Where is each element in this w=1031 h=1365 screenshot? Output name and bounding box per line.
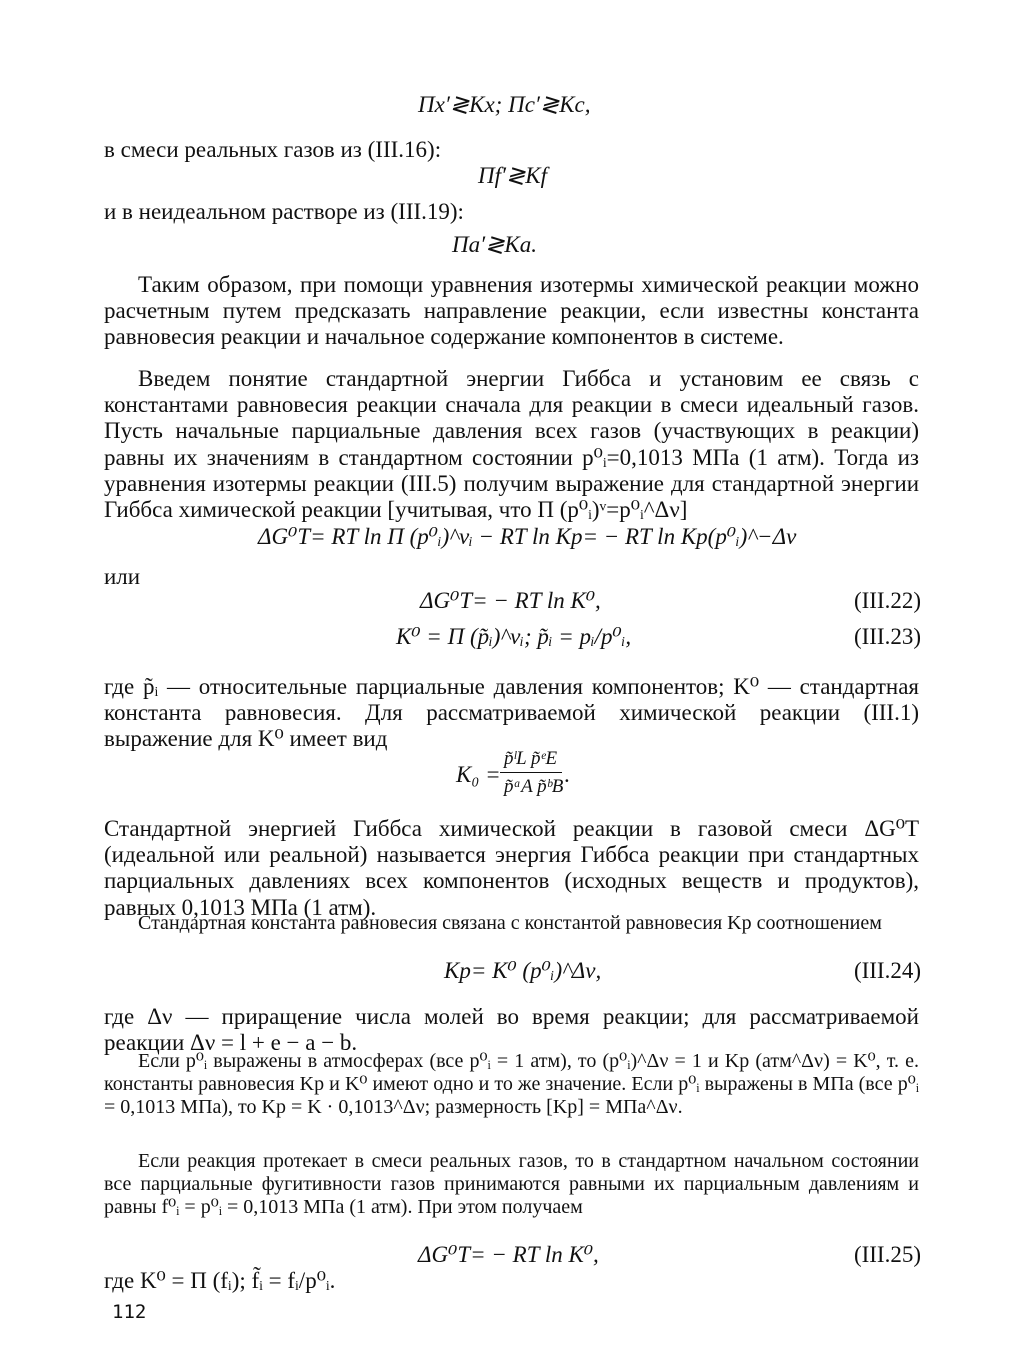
- text-or: или: [104, 564, 141, 589]
- equation-number-3-22: (III.22): [853, 588, 921, 613]
- fraction-numerator: p̃ˡL p̃ᵉE: [504, 748, 558, 769]
- equation-pi-a: Πa′≷Ka.: [452, 232, 538, 257]
- fraction-lhs: K₀ =: [456, 762, 501, 787]
- equation-3-22: ΔG⁰T= − RT ln K⁰,: [420, 588, 601, 613]
- paragraph-delta-nu: где Δν — приращение числа молей во время реакции; для рассматриваемой реакции Δν = l + e − a − b.: [104, 1004, 919, 1056]
- fraction-denominator: p̃ᵃA p̃ᵇB: [504, 776, 564, 797]
- text-real-gases: в смеси реальных газов из (III.16):: [104, 137, 442, 162]
- paragraph-standard-gibbs: Введем понятие стандартной энергии Гиббса и установим ее связь с константами равновесия реакции сначала для реакции в смеси идеальный газов. Пусть начальные парциальные давления всех газов (участвующих в реакции) равны их значениям в стандартном состоянии p⁰ᵢ=0,1013 МПа (1 атм). Тогда из уравнения изотермы реакции (III.5) получим выражение для стандартной энергии Гиббса химической реакции [учитывая, что Π (p⁰ᵢ)ᵛ=p⁰ᵢ^Δν]: [104, 366, 919, 523]
- equation-pi-f: Πf′≷Kf: [478, 163, 548, 188]
- paragraph-standard-constant: Стандартная константа равновесия связана с константой равновесия Kp соотношением: [138, 912, 882, 934]
- paragraph-standard-energy-definition: Стандартной энергией Гиббса химической реакции в газовой смеси ΔG⁰T (идеальной или реальной) называется энергия Гиббса реакции при стандартных парциальных давлениях всех компонентов (исходных веществ и продуктов), равных 0,1013 МПа (1 атм).: [104, 816, 919, 920]
- fraction-bar: [500, 772, 562, 773]
- paragraph-relative-pressures: где p̃ᵢ — относительные парциальные давления компонентов; K⁰ — стандартная константа равновесия. Для рассматриваемой химической реакции (III.1) выражение для K⁰ имеет вид: [104, 674, 919, 752]
- text-nonideal-solution: и в неидеальном растворе из (III.19):: [104, 199, 464, 224]
- page-number: 112: [112, 1301, 147, 1323]
- equation-3-23: K⁰ = Π (p̃ᵢ)^νᵢ; p̃ᵢ = pᵢ/p⁰ᵢ,: [396, 624, 632, 649]
- paragraph-real-gases: Если реакция протекает в смеси реальных газов, то в стандартном начальном состоянии все парциальные фугитивности газов принимаются равными их парциальным давлениям и равны f⁰ᵢ = p⁰ᵢ = 0,1013 МПа (1 атм). При этом получаем: [104, 1150, 919, 1219]
- equation-3-25: ΔG⁰T= − RT ln K⁰,: [418, 1242, 599, 1267]
- text-final-definition: где K⁰ = Π (fᵢ); f̃ᵢ = fᵢ/p⁰ᵢ.: [104, 1268, 336, 1293]
- equation-delta-g-long: ΔG⁰T= RT ln Π (p⁰ᵢ)^νᵢ − RT ln Kp= − RT ln Kp(p⁰ᵢ)^−Δν: [258, 524, 797, 549]
- paragraph-atmospheres: Если p⁰ᵢ выражены в атмосферах (все p⁰ᵢ = 1 атм), то (p⁰ᵢ)^Δν = 1 и Kp (атм^Δν) = K⁰, т. е. константы равновесия Kp и K⁰ имеют одно и то же значение. Если p⁰ᵢ выражены в МПа (все p⁰ᵢ = 0,1013 МПа), то Kp = K · 0,1013^Δν; размерность [Kp] = МПа^Δν.: [104, 1050, 919, 1119]
- equation-number-3-25: (III.25): [853, 1242, 921, 1267]
- equation-pi-x-c: Πx′≷Kx; Πc′≷Kc,: [418, 92, 591, 117]
- fraction-end: .: [564, 762, 570, 787]
- equation-number-3-24: (III.24): [853, 958, 921, 983]
- equation-number-3-23: (III.23): [853, 624, 921, 649]
- equation-3-24: Kp= K⁰ (p⁰ᵢ)^Δν,: [444, 958, 602, 983]
- paragraph-isotherm: Таким образом, при помощи уравнения изотермы химической реакции можно расчетным путем предсказать направление реакции, если известны константа равновесия реакции и начальное содержание компонентов в системе.: [104, 272, 919, 350]
